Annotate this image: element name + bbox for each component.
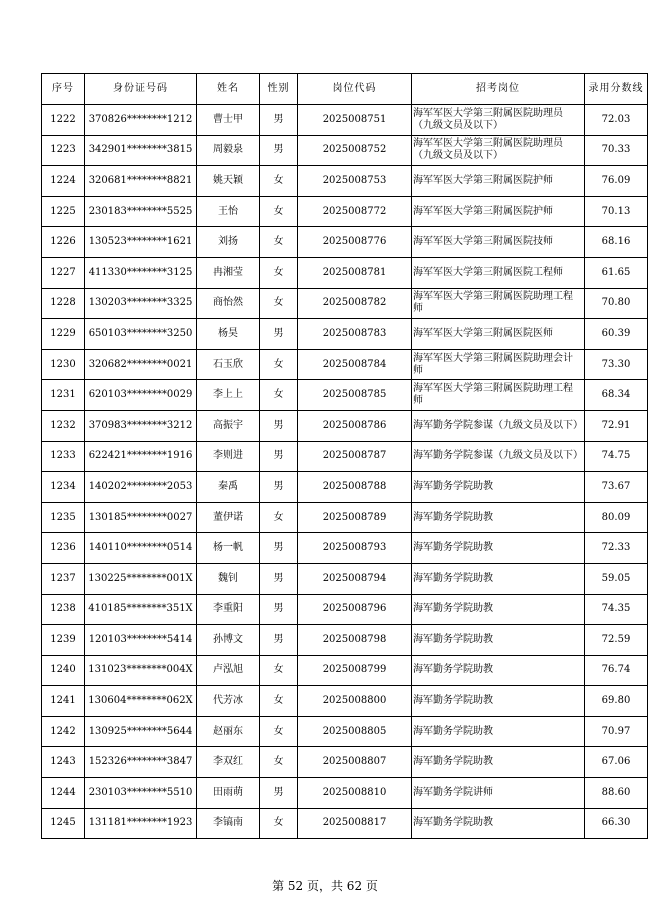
cell-seq: 1236 (42, 533, 85, 564)
table-body (42, 105, 648, 839)
cell-score: 70.97 (585, 716, 648, 747)
cell-id-number: 620103********0029 (85, 380, 197, 411)
cell-gender: 女 (260, 166, 298, 197)
cell-position-code: 2025008793 (298, 533, 412, 564)
table-row (42, 319, 648, 350)
cell-position: 海军军医大学第三附属医院医师 (412, 319, 585, 350)
cell-id-number: 130225********001X (85, 563, 197, 594)
cell-position-code: 2025008817 (298, 808, 412, 839)
table-row (42, 196, 648, 227)
cell-seq: 1222 (42, 105, 85, 136)
cell-id-number: 650103********3250 (85, 319, 197, 350)
cell-position-code: 2025008785 (298, 380, 412, 411)
header-name: 姓名 (197, 74, 260, 105)
cell-position: 海军勤务学院助教 (412, 472, 585, 503)
cell-seq: 1226 (42, 227, 85, 258)
cell-position-code: 2025008776 (298, 227, 412, 258)
cell-gender: 男 (260, 625, 298, 656)
cell-name: 姚天颖 (197, 166, 260, 197)
cell-score: 70.13 (585, 196, 648, 227)
cell-id-number: 622421********1916 (85, 441, 197, 472)
table-row (42, 625, 648, 656)
cell-id-number: 140110********0514 (85, 533, 197, 564)
cell-score: 73.67 (585, 472, 648, 503)
cell-gender: 女 (260, 227, 298, 258)
cell-id-number: 320682********0021 (85, 349, 197, 380)
cell-seq: 1245 (42, 808, 85, 839)
cell-position-code: 2025008772 (298, 196, 412, 227)
cell-position: 海军勤务学院助教 (412, 625, 585, 656)
cell-position-code: 2025008783 (298, 319, 412, 350)
cell-id-number: 130203********3325 (85, 288, 197, 319)
cell-position-code: 2025008752 (298, 135, 412, 166)
cell-position: 海军勤务学院助教 (412, 563, 585, 594)
cell-name: 李则进 (197, 441, 260, 472)
cell-seq: 1228 (42, 288, 85, 319)
cell-position-code: 2025008796 (298, 594, 412, 625)
cell-id-number: 370983********3212 (85, 410, 197, 441)
cell-position-code: 2025008798 (298, 625, 412, 656)
cell-seq: 1230 (42, 349, 85, 380)
cell-seq: 1229 (42, 319, 85, 350)
cell-id-number: 411330********3125 (85, 257, 197, 288)
cell-score: 59.05 (585, 563, 648, 594)
cell-position: 海军军医大学第三附属医院护师 (412, 196, 585, 227)
cell-score: 60.39 (585, 319, 648, 350)
table-row (42, 380, 648, 411)
cell-position-code: 2025008786 (298, 410, 412, 441)
cell-id-number: 130925********5644 (85, 716, 197, 747)
cell-position-code: 2025008751 (298, 105, 412, 136)
cell-position: 海军勤务学院助教 (412, 716, 585, 747)
cell-id-number: 370826********1212 (85, 105, 197, 136)
cell-position-code: 2025008810 (298, 778, 412, 809)
cell-seq: 1235 (42, 502, 85, 533)
cell-position: 海军军医大学第三附属医院助理员（九级文员及以下） (412, 105, 585, 136)
cell-position-code: 2025008781 (298, 257, 412, 288)
table-row (42, 747, 648, 778)
header-position-code: 岗位代码 (298, 74, 412, 105)
cell-gender: 女 (260, 747, 298, 778)
cell-gender: 女 (260, 349, 298, 380)
table-row (42, 227, 648, 258)
cell-position: 海军勤务学院助教 (412, 533, 585, 564)
header-seq: 序号 (42, 74, 85, 105)
cell-name: 刘扬 (197, 227, 260, 258)
cell-position: 海军勤务学院参谋（九级文员及以下） (412, 410, 585, 441)
cell-name: 李镐南 (197, 808, 260, 839)
cell-id-number: 152326********3847 (85, 747, 197, 778)
cell-seq: 1237 (42, 563, 85, 594)
cell-seq: 1225 (42, 196, 85, 227)
cell-gender: 男 (260, 410, 298, 441)
cell-name: 秦禹 (197, 472, 260, 503)
cell-seq: 1233 (42, 441, 85, 472)
cell-position-code: 2025008805 (298, 716, 412, 747)
cell-position: 海军军医大学第三附属医院助理员（九级文员及以下） (412, 135, 585, 166)
cell-score: 74.35 (585, 594, 648, 625)
header-gender: 性别 (260, 74, 298, 105)
cell-name: 杨一帆 (197, 533, 260, 564)
table-row (42, 778, 648, 809)
cell-name: 魏钊 (197, 563, 260, 594)
admission-score-table (41, 73, 648, 839)
page-number: 第 52 页，共 62 页 (272, 879, 378, 893)
cell-seq: 1238 (42, 594, 85, 625)
cell-seq: 1224 (42, 166, 85, 197)
cell-position: 海军军医大学第三附属医院技师 (412, 227, 585, 258)
cell-position: 海军勤务学院助教 (412, 747, 585, 778)
cell-score: 74.75 (585, 441, 648, 472)
cell-gender: 男 (260, 472, 298, 503)
cell-id-number: 131023********004X (85, 655, 197, 686)
table-row (42, 135, 648, 166)
cell-position: 海军军医大学第三附属医院工程师 (412, 257, 585, 288)
cell-name: 李重阳 (197, 594, 260, 625)
cell-position: 海军军医大学第三附属医院助理会计师 (412, 349, 585, 380)
cell-name: 杨昊 (197, 319, 260, 350)
cell-id-number: 131181********1923 (85, 808, 197, 839)
cell-id-number: 230103********5510 (85, 778, 197, 809)
table-row (42, 563, 648, 594)
cell-position: 海军勤务学院助教 (412, 502, 585, 533)
cell-name: 李双红 (197, 747, 260, 778)
table-row (42, 166, 648, 197)
cell-score: 72.03 (585, 105, 648, 136)
cell-seq: 1232 (42, 410, 85, 441)
cell-gender: 女 (260, 288, 298, 319)
header-position: 招考岗位 (412, 74, 585, 105)
cell-gender: 女 (260, 716, 298, 747)
cell-position-code: 2025008807 (298, 747, 412, 778)
cell-name: 卢泓旭 (197, 655, 260, 686)
cell-id-number: 130604********062X (85, 686, 197, 717)
table-row (42, 594, 648, 625)
cell-position-code: 2025008799 (298, 655, 412, 686)
cell-id-number: 130185********0027 (85, 502, 197, 533)
cell-position: 海军军医大学第三附属医院助理工程师 (412, 288, 585, 319)
cell-position: 海军勤务学院助教 (412, 808, 585, 839)
cell-seq: 1234 (42, 472, 85, 503)
cell-gender: 男 (260, 594, 298, 625)
table-row (42, 349, 648, 380)
cell-id-number: 130523********1621 (85, 227, 197, 258)
cell-position-code: 2025008794 (298, 563, 412, 594)
cell-position-code: 2025008784 (298, 349, 412, 380)
cell-gender: 男 (260, 319, 298, 350)
cell-score: 72.91 (585, 410, 648, 441)
cell-gender: 女 (260, 808, 298, 839)
cell-name: 高振宇 (197, 410, 260, 441)
cell-name: 王怡 (197, 196, 260, 227)
cell-gender: 女 (260, 196, 298, 227)
cell-name: 孙博文 (197, 625, 260, 656)
cell-position: 海军勤务学院参谋（九级文员及以下） (412, 441, 585, 472)
cell-position-code: 2025008800 (298, 686, 412, 717)
cell-position: 海军勤务学院讲师 (412, 778, 585, 809)
cell-id-number: 320681********8821 (85, 166, 197, 197)
cell-gender: 女 (260, 380, 298, 411)
cell-score: 67.06 (585, 747, 648, 778)
cell-position-code: 2025008788 (298, 472, 412, 503)
cell-id-number: 120103********5414 (85, 625, 197, 656)
table-row (42, 288, 648, 319)
cell-gender: 女 (260, 257, 298, 288)
table-row (42, 472, 648, 503)
cell-score: 73.30 (585, 349, 648, 380)
cell-score: 72.33 (585, 533, 648, 564)
table-row (42, 655, 648, 686)
cell-gender: 男 (260, 441, 298, 472)
cell-score: 66.30 (585, 808, 648, 839)
cell-name: 董伊诺 (197, 502, 260, 533)
cell-seq: 1241 (42, 686, 85, 717)
table-row (42, 502, 648, 533)
cell-id-number: 342901********3815 (85, 135, 197, 166)
cell-seq: 1243 (42, 747, 85, 778)
cell-seq: 1244 (42, 778, 85, 809)
header-id-number: 身份证号码 (85, 74, 197, 105)
table-header-row (42, 74, 648, 105)
cell-score: 88.60 (585, 778, 648, 809)
table-row (42, 533, 648, 564)
cell-name: 李上上 (197, 380, 260, 411)
table-row (42, 257, 648, 288)
cell-gender: 男 (260, 135, 298, 166)
cell-position-code: 2025008787 (298, 441, 412, 472)
cell-gender: 女 (260, 686, 298, 717)
table-row (42, 410, 648, 441)
cell-score: 68.34 (585, 380, 648, 411)
cell-seq: 1242 (42, 716, 85, 747)
cell-score: 80.09 (585, 502, 648, 533)
cell-seq: 1231 (42, 380, 85, 411)
header-score: 录用分数线 (585, 74, 648, 105)
cell-score: 68.16 (585, 227, 648, 258)
cell-score: 70.80 (585, 288, 648, 319)
cell-position: 海军勤务学院助教 (412, 594, 585, 625)
cell-score: 70.33 (585, 135, 648, 166)
cell-name: 商怡然 (197, 288, 260, 319)
cell-score: 61.65 (585, 257, 648, 288)
cell-score: 72.59 (585, 625, 648, 656)
cell-name: 石玉欣 (197, 349, 260, 380)
cell-gender: 女 (260, 502, 298, 533)
cell-gender: 男 (260, 105, 298, 136)
cell-position: 海军勤务学院助教 (412, 686, 585, 717)
cell-score: 76.09 (585, 166, 648, 197)
cell-position: 海军军医大学第三附属医院助理工程师 (412, 380, 585, 411)
table-row (42, 441, 648, 472)
cell-seq: 1240 (42, 655, 85, 686)
cell-gender: 男 (260, 563, 298, 594)
cell-position: 海军勤务学院助教 (412, 655, 585, 686)
cell-name: 冉湘莹 (197, 257, 260, 288)
cell-score: 76.74 (585, 655, 648, 686)
cell-gender: 男 (260, 778, 298, 809)
cell-position-code: 2025008789 (298, 502, 412, 533)
cell-position-code: 2025008753 (298, 166, 412, 197)
cell-gender: 女 (260, 655, 298, 686)
cell-name: 曹士甲 (197, 105, 260, 136)
cell-id-number: 410185********351X (85, 594, 197, 625)
cell-name: 周毅泉 (197, 135, 260, 166)
cell-position-code: 2025008782 (298, 288, 412, 319)
table-row (42, 808, 648, 839)
cell-id-number: 140202********2053 (85, 472, 197, 503)
cell-id-number: 230183********5525 (85, 196, 197, 227)
cell-position: 海军军医大学第三附属医院护师 (412, 166, 585, 197)
table-row (42, 686, 648, 717)
cell-seq: 1227 (42, 257, 85, 288)
table-row (42, 105, 648, 136)
cell-name: 田雨萌 (197, 778, 260, 809)
cell-name: 代芳冰 (197, 686, 260, 717)
table-row (42, 716, 648, 747)
cell-gender: 男 (260, 533, 298, 564)
cell-name: 赵丽东 (197, 716, 260, 747)
cell-score: 69.80 (585, 686, 648, 717)
cell-seq: 1239 (42, 625, 85, 656)
cell-seq: 1223 (42, 135, 85, 166)
